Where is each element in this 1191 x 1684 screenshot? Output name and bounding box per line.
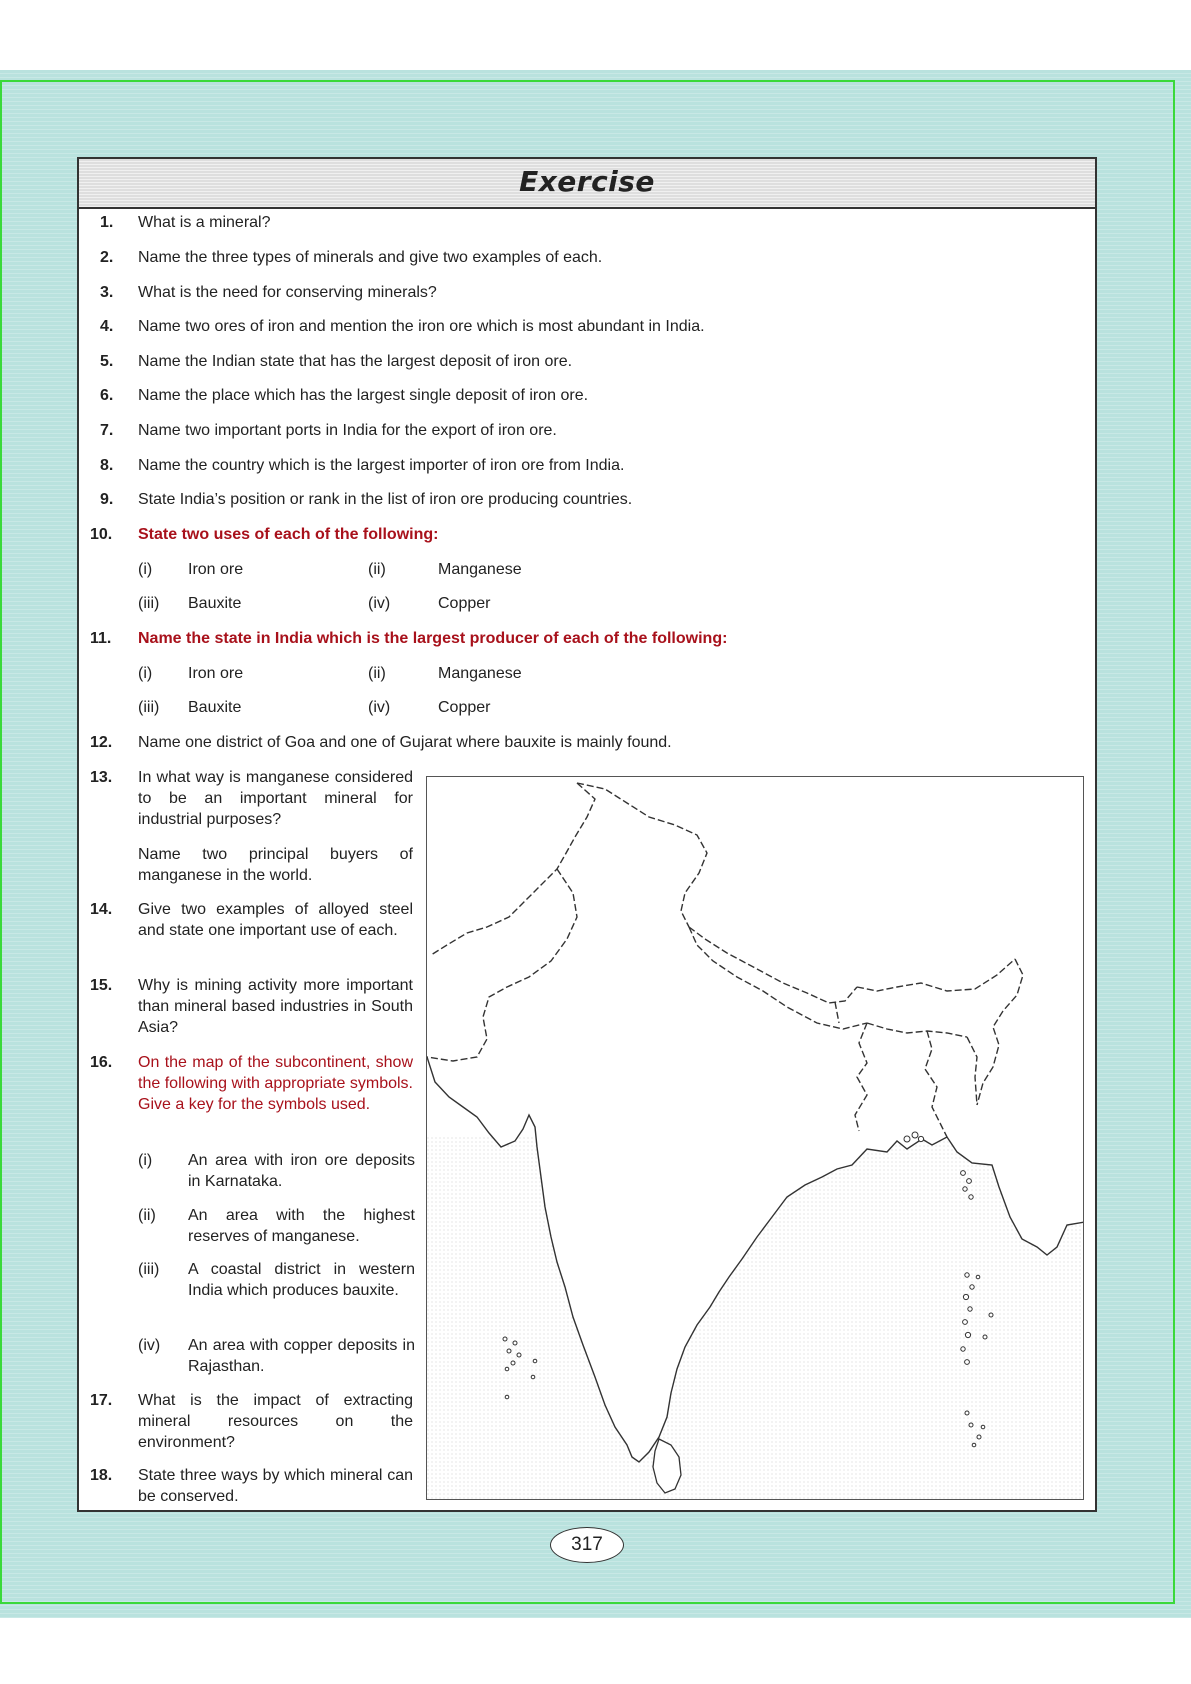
question-text: Give two examples of alloyed steel and state one important use of each. [138, 901, 413, 939]
sub-item-number: (ii) [138, 1207, 156, 1224]
sub-item-text: Iron ore [188, 665, 244, 682]
india-outline-map-svg [427, 777, 1084, 1500]
page-number: 317 [550, 1527, 624, 1563]
question-number: 1. [100, 214, 114, 231]
sub-item-number: (i) [138, 561, 153, 578]
question-number: 5. [100, 353, 114, 370]
question-text-continued: Name two principal buyers of manganese in the world. [138, 846, 413, 884]
page-title: Exercise [519, 165, 655, 198]
question-number: 13. [90, 769, 113, 786]
question-text: On the map of the subcontinent, show the following with appropriate symbols. Give a key for the symbols used. [138, 1054, 413, 1113]
question-number: 14. [90, 901, 113, 918]
sub-item-text: Copper [438, 699, 491, 716]
question-number: 12. [90, 734, 113, 751]
question-text: Name the state in India which is the largest producer of each of the following: [138, 630, 728, 647]
sub-item-text: An area with iron ore deposits in Karnataka. [188, 1152, 415, 1190]
sub-item-text: Bauxite [188, 595, 242, 612]
outline-map [426, 776, 1084, 1500]
question-number: 7. [100, 422, 114, 439]
sub-item-number: (iii) [138, 595, 160, 612]
sub-item-number: (i) [138, 1152, 153, 1169]
sub-item-number: (iv) [368, 699, 391, 716]
question-number: 6. [100, 387, 114, 404]
question-number: 11. [90, 630, 112, 647]
question-text: What is the impact of extracting mineral resources on the environment? [138, 1392, 413, 1451]
question-text: What is a mineral? [138, 214, 271, 231]
question-text: State three ways by which mineral can be conserved. [138, 1467, 413, 1505]
question-text: State India’s position or rank in the list of iron ore producing countries. [138, 491, 633, 508]
sub-item-number: (iii) [138, 1261, 160, 1278]
sub-item-number: (iii) [138, 699, 160, 716]
question-number: 15. [90, 977, 113, 994]
sub-item-text: A coastal district in western India which produces bauxite. [188, 1261, 415, 1299]
sub-item-text: An area with copper deposits in Rajasthan. [188, 1337, 415, 1375]
question-text: In what way is manganese considered to be an important mineral for industrial purposes? [138, 769, 413, 828]
question-number: 16. [90, 1054, 113, 1071]
question-text: Name the place which has the largest single deposit of iron ore. [138, 387, 589, 404]
question-text: Name two ores of iron and mention the iron ore which is most abundant in India. [138, 318, 705, 335]
sub-item-text: Bauxite [188, 699, 242, 716]
sub-item-text: An area with the highest reserves of manganese. [188, 1207, 415, 1245]
sub-item-number: (ii) [368, 665, 386, 682]
question-text: Name the three types of minerals and give two examples of each. [138, 249, 603, 266]
sub-item-text: Iron ore [188, 561, 244, 578]
question-text: Why is mining activity more important than mineral based industries in South Asia? [138, 977, 413, 1036]
question-text: State two uses of each of the following: [138, 526, 439, 543]
question-text: Name the Indian state that has the largest deposit of iron ore. [138, 353, 573, 370]
sub-item-text: Manganese [438, 665, 522, 682]
sub-item-number: (iv) [368, 595, 391, 612]
sub-item-text: Manganese [438, 561, 522, 578]
question-number: 4. [100, 318, 114, 335]
question-text: Name the country which is the largest importer of iron ore from India. [138, 457, 625, 474]
question-number: 8. [100, 457, 114, 474]
sub-item-text: Copper [438, 595, 491, 612]
sub-item-number: (iv) [138, 1337, 161, 1354]
question-number: 10. [90, 526, 113, 543]
sub-item-number: (i) [138, 665, 153, 682]
question-number: 18. [90, 1467, 113, 1484]
question-text: Name one district of Goa and one of Gujarat where bauxite is mainly found. [138, 734, 672, 751]
question-text: What is the need for conserving minerals? [138, 284, 437, 301]
title-bar [79, 159, 1095, 209]
question-number: 17. [90, 1392, 113, 1409]
question-number: 3. [100, 284, 114, 301]
question-number: 2. [100, 249, 114, 266]
question-number: 9. [100, 491, 114, 508]
sub-item-number: (ii) [368, 561, 386, 578]
question-text: Name two important ports in India for the export of iron ore. [138, 422, 557, 439]
